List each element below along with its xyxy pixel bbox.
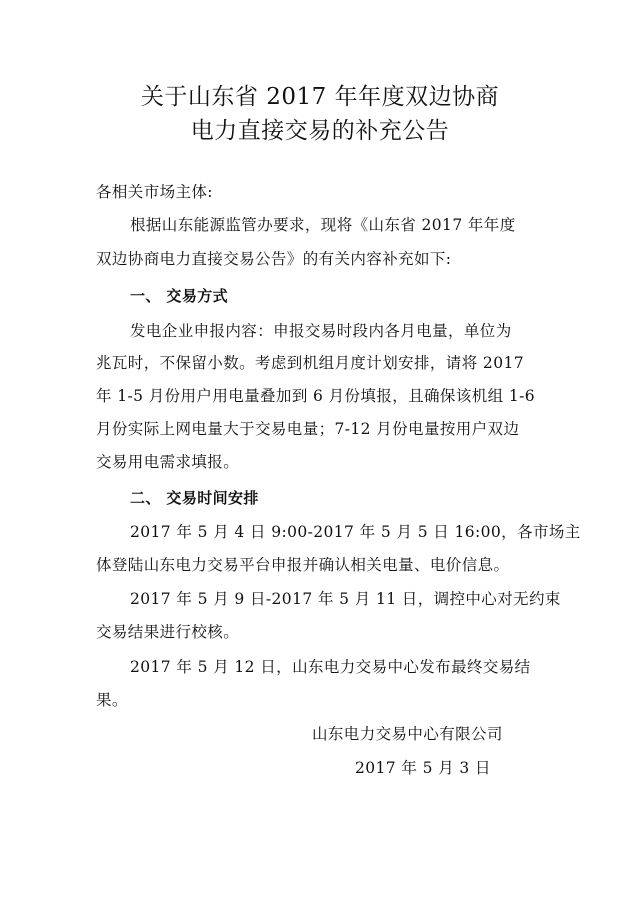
signature-date: 2017 年 5 月 3 日 <box>355 759 491 777</box>
salutation: 各相关市场主体: <box>96 183 213 201</box>
notice-title-line-2: 电力直接交易的补充公告 <box>190 118 450 144</box>
schedule-1-line-2: 体登陆山东电力交易平台申报并确认相关电量、电价信息。 <box>96 556 510 574</box>
section-1-line-4: 月份实际上网电量大于交易电量；7-12 月份电量按用户双边 <box>96 420 520 438</box>
section-1-line-5: 交易用电需求填报。 <box>96 453 240 471</box>
schedule-1-line-1: 2017 年 5 月 4 日 9:00-2017 年 5 月 5 日 16:00，各市场主 <box>130 523 581 541</box>
schedule-3-line-2: 果。 <box>96 691 128 709</box>
schedule-3-line-1: 2017 年 5 月 12 日，山东电力交易中心发布最终交易结 <box>130 658 531 676</box>
section-1-line-3: 年 1-5 月份用户用电量叠加到 6 月份填报，且确保该机组 1-6 <box>96 387 536 405</box>
notice-title-line-1: 关于山东省 2017 年年度双边协商 <box>140 84 500 110</box>
schedule-2-line-2: 交易结果进行校核。 <box>96 623 240 641</box>
section-1-line-2: 兆瓦时，不保留小数。考虑到机组月度计划安排，请将 2017 <box>96 354 524 372</box>
intro-line-1: 根据山东能源监管办要求，现将《山东省 2017 年年度 <box>130 216 516 234</box>
schedule-2-line-1: 2017 年 5 月 9 日-2017 年 5 月 11 日，调控中心对无约束 <box>130 590 561 608</box>
intro-line-2: 双边协商电力直接交易公告》的有关内容补充如下: <box>96 250 452 268</box>
section-1-line-1: 发电企业申报内容：申报交易时段内各月电量，单位为 <box>130 322 512 340</box>
section-1-heading: 一、 交易方式 <box>130 287 229 305</box>
signature-organization: 山东电力交易中心有限公司 <box>312 725 503 743</box>
section-2-heading: 二、 交易时间安排 <box>130 489 259 507</box>
